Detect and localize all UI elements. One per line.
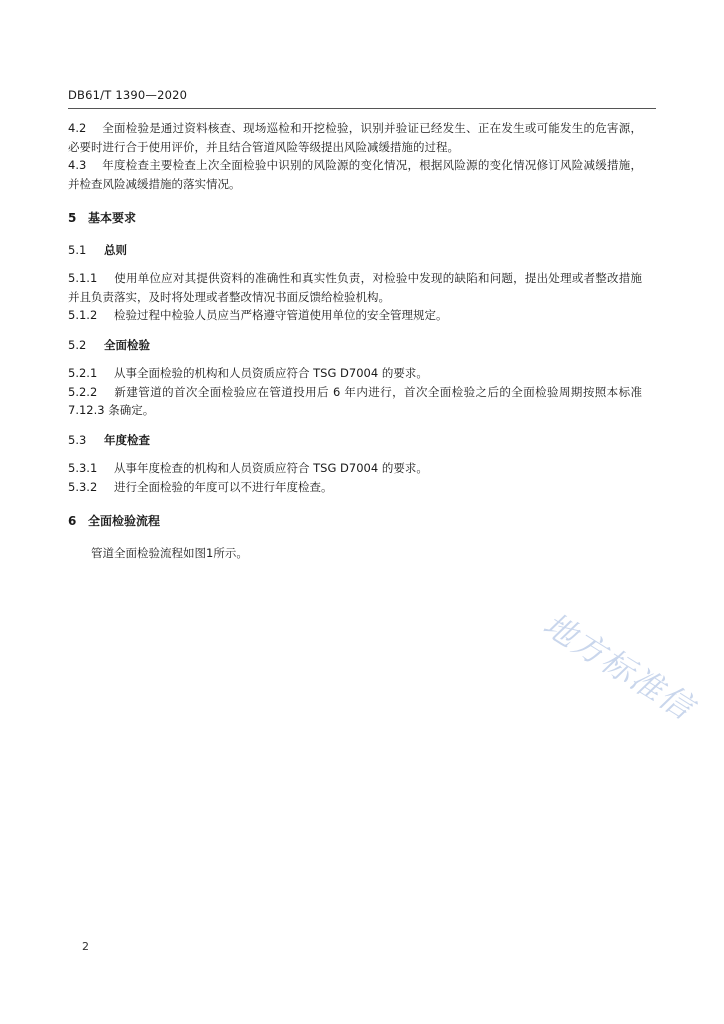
clause-number: 5.1.1 bbox=[68, 271, 98, 285]
clause-4-3 bbox=[68, 156, 642, 193]
clause-number: 5.3.2 bbox=[68, 479, 98, 494]
subsection-heading-5-1 bbox=[68, 241, 642, 260]
subsection-number: 5.1 bbox=[68, 242, 87, 257]
clause-number: 5.3.1 bbox=[68, 461, 98, 475]
clause-text: 年度检查主要检查上次全面检验中识别的风险源的变化情况，根据风险源的变化情况修订风险减缓措施，并检查风险减缓措施的落实情况。 bbox=[68, 158, 642, 191]
page-number: 2 bbox=[82, 940, 89, 953]
watermark-text: 地方标准信 bbox=[536, 605, 702, 728]
subsection-title: 总则 bbox=[104, 242, 127, 257]
clause-text: 检验过程中检验人员应当严格遵守管道使用单位的安全管理规定。 bbox=[114, 308, 448, 322]
clause-5-3-2 bbox=[68, 478, 642, 497]
clause-5-2-1 bbox=[68, 364, 642, 383]
clause-number: 5.2.1 bbox=[68, 366, 98, 380]
clause-text: 使用单位应对其提供资料的准确性和真实性负责，对检验中发现的缺陷和问题，提出处理或者整改措施并且负责落实，及时将处理或者整改情况书面反馈给检验机构。 bbox=[68, 271, 642, 304]
subsection-heading-5-3 bbox=[68, 431, 642, 450]
section-number: 5 bbox=[68, 211, 77, 225]
section-heading-6 bbox=[68, 512, 642, 531]
clause-text: 从事年度检查的机构和人员资质应符合 TSG D7004 的要求。 bbox=[114, 461, 428, 475]
clause-number: 5.1.2 bbox=[68, 308, 98, 322]
section-title: 全面检验流程 bbox=[88, 514, 161, 528]
section-6-body: 管道全面检验流程如图1所示。 bbox=[91, 545, 248, 560]
clause-5-3-1 bbox=[68, 459, 642, 478]
section-title: 基本要求 bbox=[88, 211, 137, 225]
header-divider bbox=[68, 108, 656, 109]
clause-5-1-2 bbox=[68, 306, 642, 325]
clause-text: 从事全面检验的机构和人员资质应符合 TSG D7004 的要求。 bbox=[114, 366, 428, 380]
subsection-title: 年度检查 bbox=[104, 432, 150, 447]
clause-5-2-2 bbox=[68, 383, 642, 420]
document-body bbox=[68, 119, 642, 562]
clause-number: 4.3 bbox=[68, 158, 87, 172]
clause-4-2 bbox=[68, 119, 642, 156]
section-heading-5 bbox=[68, 209, 642, 228]
subsection-number: 5.3 bbox=[68, 432, 87, 447]
clause-text: 全面检验是通过资料核查、现场巡检和开挖检验，识别并验证已经发生、正在发生或可能发生的危害源，必要时进行合于使用评价，并且结合管道风险等级提出风险减缓措施的过程。 bbox=[68, 121, 642, 154]
subsection-number: 5.2 bbox=[68, 337, 87, 352]
clause-text: 进行全面检验的年度可以不进行年度检查。 bbox=[114, 479, 333, 494]
section-number: 6 bbox=[68, 514, 77, 528]
subsection-heading-5-2 bbox=[68, 336, 642, 355]
clause-number: 4.2 bbox=[68, 121, 87, 135]
clause-5-1-1 bbox=[68, 269, 642, 306]
subsection-title: 全面检验 bbox=[104, 337, 150, 352]
document-code-header: DB61/T 1390—2020 bbox=[68, 88, 188, 102]
clause-number: 5.2.2 bbox=[68, 384, 98, 399]
clause-text: 新建管道的首次全面检验应在管道投用后 6 年内进行，首次全面检验之后的全面检验周期按照本标准 7.12.3 条确定。 bbox=[68, 384, 642, 417]
